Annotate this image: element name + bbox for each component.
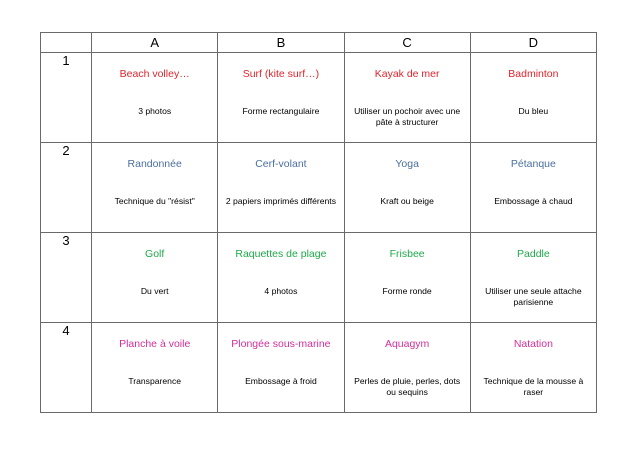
cell-title: Planche à voile [119, 338, 191, 350]
row-number-2: 2 [41, 143, 92, 233]
cell-description: Technique de la mousse à raser [483, 376, 584, 397]
challenge-grid-table [40, 32, 597, 413]
cell-title: Surf (kite surf…) [242, 68, 320, 80]
grid-cell-d1 [470, 53, 596, 143]
cell-description: 3 photos [138, 106, 172, 116]
cell-title: Beach volley… [119, 68, 190, 80]
cell-description: Du bleu [518, 106, 549, 116]
column-header-row [41, 33, 597, 53]
grid-cell-b4 [218, 323, 344, 413]
grid-cell-a3 [92, 233, 218, 323]
cell-title: Plongée sous-marine [231, 338, 331, 350]
grid-cell-c3 [344, 233, 470, 323]
cell-title: Golf [145, 248, 165, 260]
cell-description: Forme rectangulaire [242, 106, 320, 116]
grid-cell-a2 [92, 143, 218, 233]
table-row [41, 53, 597, 143]
row-number-1: 1 [41, 53, 92, 143]
cell-description: 2 papiers imprimés différents [225, 196, 336, 206]
grid-cell-b3 [218, 233, 344, 323]
table-row [41, 233, 597, 323]
table-row [41, 323, 597, 413]
row-number-3: 3 [41, 233, 92, 323]
grid-cell-d2 [470, 143, 596, 233]
grid-cell-c1 [344, 53, 470, 143]
table-row [41, 143, 597, 233]
grid-cell-d3 [470, 233, 596, 323]
cell-description: 4 photos [264, 286, 298, 296]
cell-title: Cerf-volant [255, 158, 307, 170]
column-header-c: C [344, 33, 470, 53]
column-header-b: B [218, 33, 344, 53]
cell-description: Technique du "résist" [114, 196, 195, 206]
cell-title: Aquagym [384, 338, 430, 350]
cell-title: Raquettes de plage [235, 248, 327, 260]
cell-title: Kayak de mer [374, 68, 440, 80]
row-number-4: 4 [41, 323, 92, 413]
column-header-d: D [470, 33, 596, 53]
cell-description: Du vert [140, 286, 169, 296]
cell-title: Paddle [517, 248, 550, 260]
grid-cell-c2 [344, 143, 470, 233]
cell-description: Perles de pluie, perles, dots ou sequins [354, 376, 461, 397]
cell-description: Embossage à froid [245, 376, 317, 386]
cell-description: Forme ronde [382, 286, 432, 296]
grid-cell-b1 [218, 53, 344, 143]
cell-title: Pétanque [510, 158, 556, 170]
cell-description: Utiliser un pochoir avec une pâte à structurer [354, 106, 461, 127]
grid-cell-b2 [218, 143, 344, 233]
grid-cell-a1 [92, 53, 218, 143]
cell-description: Embossage à chaud [494, 196, 573, 206]
cell-title: Yoga [395, 158, 419, 170]
cell-title: Natation [513, 338, 553, 350]
cell-description: Kraft ou beige [380, 196, 434, 206]
cell-title: Frisbee [389, 248, 425, 260]
column-header-a: A [92, 33, 218, 53]
cell-title: Badminton [508, 68, 559, 80]
cell-description: Transparence [128, 376, 182, 386]
cell-title: Randonnée [127, 158, 182, 170]
grid-cell-d4 [470, 323, 596, 413]
corner-cell [41, 33, 92, 53]
grid-cell-c4 [344, 323, 470, 413]
grid-cell-a4 [92, 323, 218, 413]
cell-description: Utiliser une seule attache parisienne [485, 286, 582, 307]
